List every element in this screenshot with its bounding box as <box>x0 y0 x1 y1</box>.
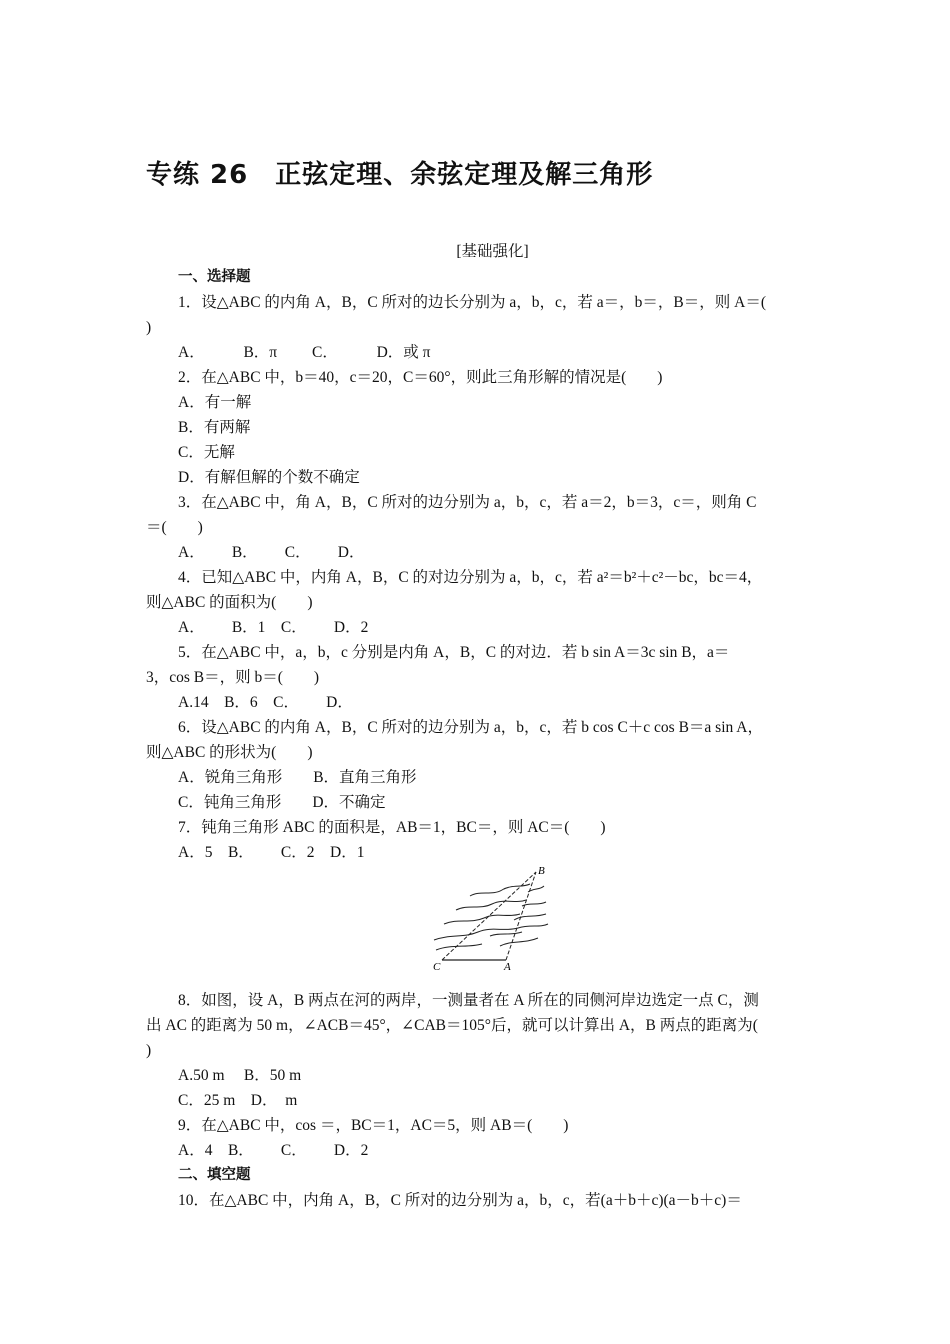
question-3-line-2: ＝( ) <box>146 519 203 536</box>
point-label-b: B <box>538 865 545 877</box>
question-10-line-1: 10．在△ABC 中，内角 A，B，C 所对的边分别为 a，b，c，若(a＋b＋c)(a－b＋c)＝ <box>178 1192 742 1209</box>
question-4-line-2: 则△ABC 的面积为( ) <box>146 594 313 611</box>
question-4-line-1: 4．已知△ABC 中，内角 A，B，C 的对边分别为 a，b，c，若 a²＝b²＋c²－bc，bc＝4， <box>178 569 763 586</box>
question-2-option-a: A．有一解 <box>178 394 252 411</box>
river-wave-lines <box>434 884 548 950</box>
question-8-line-3: ) <box>146 1042 152 1059</box>
question-8-line-1: 8．如图，设 A，B 两点在河的两岸，一测量者在 A 所在的同侧河岸边选定一点 C，测 <box>178 992 759 1009</box>
question-4-options: A． B．1 C． D．2 <box>178 619 369 636</box>
question-8-options-ab: A.50 m B．50 m <box>178 1067 302 1084</box>
question-1-line-2: ) <box>146 319 152 336</box>
point-label-c: C <box>433 961 441 973</box>
question-6-options-ab: A．锐角三角形 B．直角三角形 <box>178 769 417 786</box>
question-1-options: A． B．π C． D．或 π <box>178 344 431 361</box>
question-5-line-2: 3，cos B＝，则 b＝( ) <box>146 669 320 686</box>
point-label-a: A <box>504 961 511 973</box>
question-6-line-1: 6．设△ABC 的内角 A，B，C 所对的边分别为 a，b，c，若 b cos C＋c cos B＝a sin A， <box>178 719 763 736</box>
question-7-line-1: 7．钝角三角形 ABC 的面积是，AB＝1，BC＝，则 AC＝( ) <box>178 819 606 836</box>
question-8-options-cd: C．25 m D． m <box>178 1092 298 1109</box>
question-2-line-1: 2．在△ABC 中，b＝40，c＝20，C＝60°，则此三角形解的情况是( ) <box>178 369 663 386</box>
section-heading-fill: 二、填空题 <box>178 1167 251 1183</box>
question-6-line-2: 则△ABC 的形状为( ) <box>146 744 313 761</box>
question-7-options: A．5 B． C．2 D．1 <box>178 844 365 861</box>
question-3-options: A． B． C． D． <box>178 544 365 561</box>
question-9-options: A．4 B． C． D．2 <box>178 1142 369 1159</box>
question-6-options-cd: C．钝角三角形 D．不确定 <box>178 794 386 811</box>
question-2-option-c: C．无解 <box>178 444 235 461</box>
question-5-options: A.14 B．6 C． D． <box>178 694 353 711</box>
question-8-line-2: 出 AC 的距离为 50 m，∠ACB＝45°，∠CAB＝105°后，就可以计算出 A，B 两点的距离为( <box>146 1017 758 1034</box>
section-subtitle: [基础强化] <box>456 243 529 260</box>
question-2-option-b: B．有两解 <box>178 419 251 436</box>
page-title: 专练 26 正弦定理、余弦定理及解三角形 <box>146 160 654 190</box>
river-triangle-figure <box>430 862 558 974</box>
question-9-line-1: 9．在△ABC 中，cos ＝，BC＝1，AC＝5，则 AB＝( ) <box>178 1117 569 1134</box>
question-1-line-1: 1．设△ABC 的内角 A，B，C 所对的边长分别为 a，b，c，若 a＝，b＝，B＝，则 A＝( <box>178 294 766 311</box>
question-3-line-1: 3．在△ABC 中，角 A，B，C 所对的边分别为 a，b，c，若 a＝2，b＝3，c＝，则角 C <box>178 494 757 511</box>
section-heading-choice: 一、选择题 <box>178 269 251 285</box>
question-5-line-1: 5．在△ABC 中，a，b，c 分别是内角 A，B，C 的对边．若 b sin A＝3c sin B，a＝ <box>178 644 730 661</box>
question-2-option-d: D．有解但解的个数不确定 <box>178 469 360 486</box>
